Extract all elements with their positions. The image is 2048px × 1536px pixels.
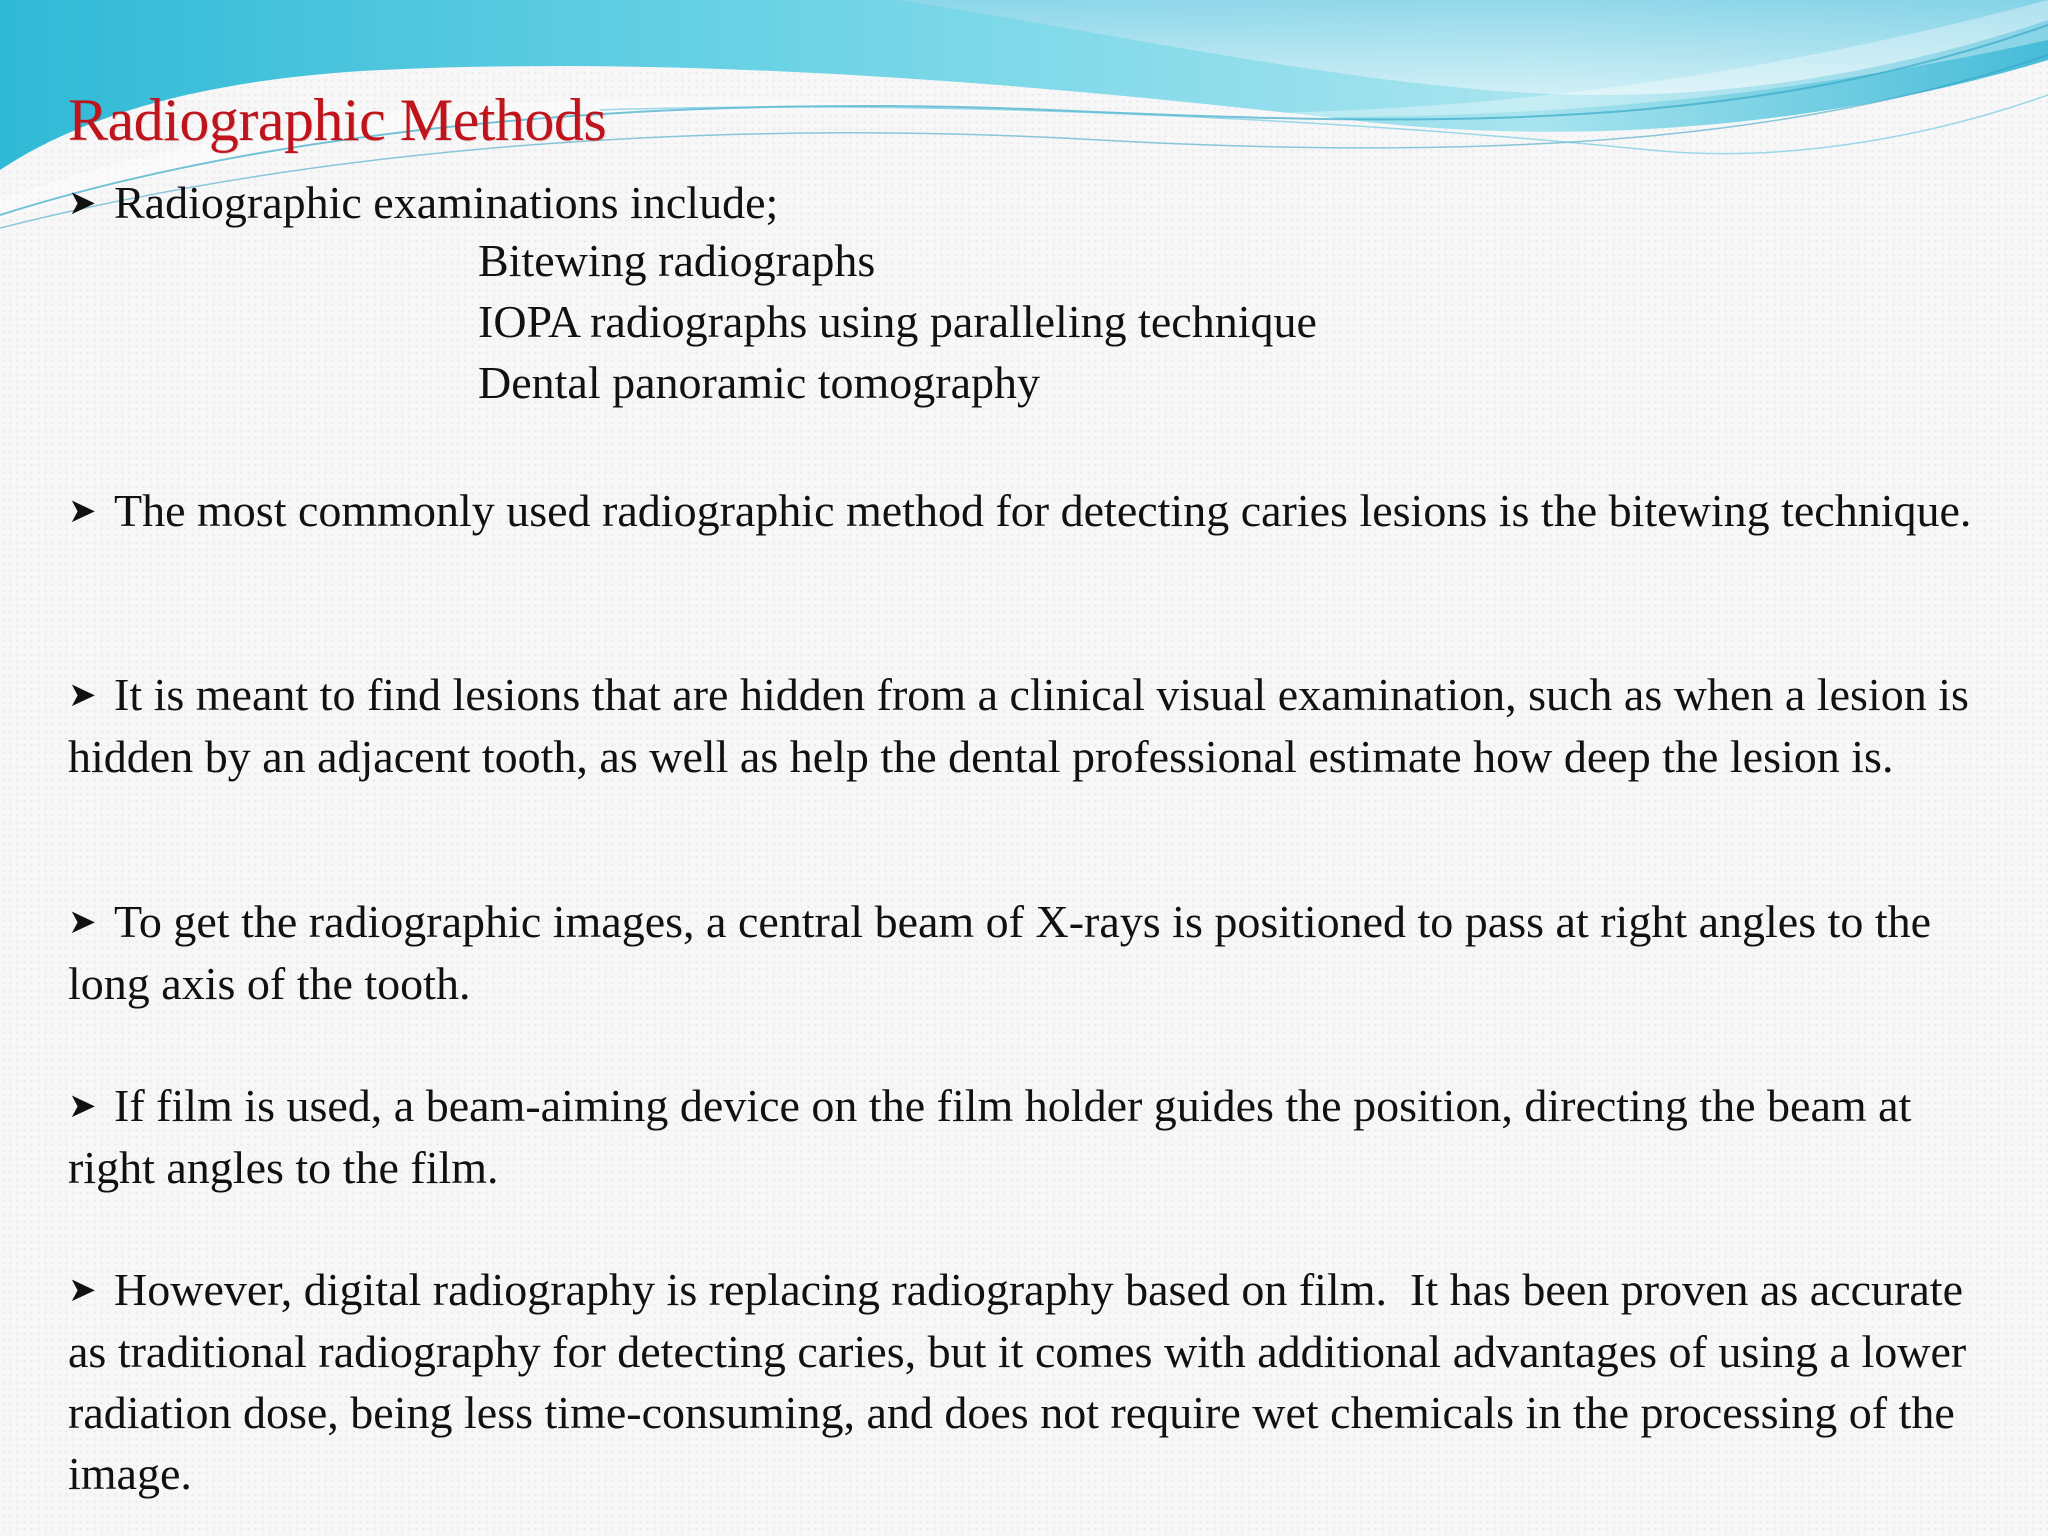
intro-bullet <box>68 172 2008 408</box>
examination-item: Dental panoramic tomography <box>478 357 1041 408</box>
intro-text: Radiographic examinations include; <box>114 177 779 228</box>
arrow-bullet-icon: ➤ <box>68 675 97 715</box>
bullet-text: If film is used, a beam-aiming device on the film holder guides the position, directing the beam at right angles to the film. <box>68 1080 1912 1193</box>
bullet-film-holder <box>68 1075 2008 1198</box>
bullet-text: It is meant to find lesions that are hidden from a clinical visual examination, such as when a lesion is hidden by an adjacent tooth, as well as help the dental professional estimate how deep the lesion is. <box>68 669 1969 782</box>
bullet-text: However, digital radiography is replacing radiography based on film. It has been proven as accurate as traditional radiography for detecting caries, but it comes with additional advantages of using a lower radiation dose, being less time-consuming, and does not require wet chemicals in the processing of the image. <box>68 1264 1978 1499</box>
examination-item: IOPA radiographs using paralleling technique <box>478 296 1317 347</box>
arrow-bullet-icon: ➤ <box>68 1086 97 1126</box>
arrow-bullet-icon: ➤ <box>68 902 97 942</box>
arrow-bullet-icon: ➤ <box>68 491 97 531</box>
arrow-bullet-icon: ➤ <box>68 1270 97 1310</box>
examination-list <box>478 230 1317 413</box>
arrow-bullet-icon: ➤ <box>68 183 97 223</box>
bullet-bitewing <box>68 480 2008 542</box>
bullet-digital-radiography <box>68 1259 2008 1504</box>
slide-title: Radiographic Methods <box>68 87 607 153</box>
bullet-text: To get the radiographic images, a central beam of X-rays is positioned to pass at right angles to the long axis of the tooth. <box>68 896 1932 1009</box>
examination-item: Bitewing radiographs <box>478 235 876 286</box>
bullet-central-beam <box>68 891 2008 1014</box>
bullet-text: The most commonly used radiographic method for detecting caries lesions is the bitewing technique. <box>114 485 1972 536</box>
bullet-hidden-lesions <box>68 664 2008 787</box>
